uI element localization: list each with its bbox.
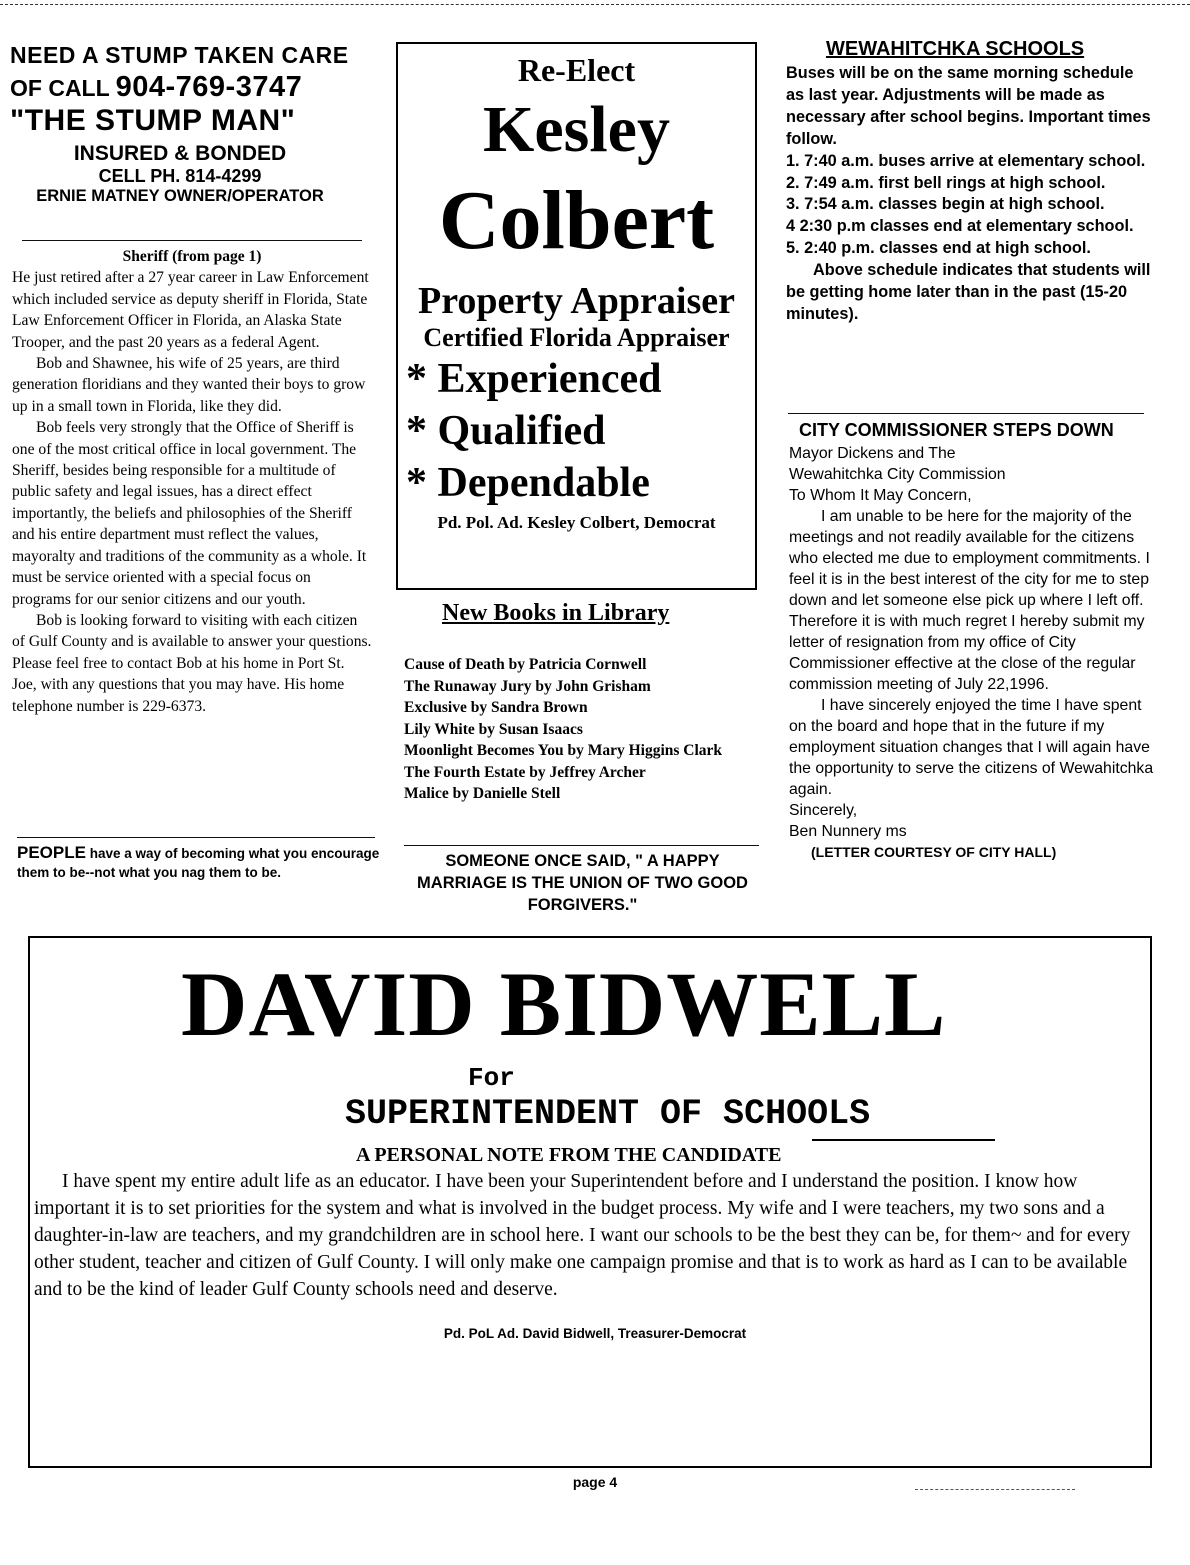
kc-bullet: * Experienced <box>406 356 662 402</box>
kc-last-name: Colbert <box>438 174 715 267</box>
stump-ad-call-prefix: OF CALL <box>10 75 116 101</box>
top-border <box>0 4 1190 5</box>
library-book: The Runaway Jury by John Grisham <box>404 677 651 695</box>
bidwell-note-text <box>34 1168 1142 1303</box>
sheriff-heading: Sheriff (from page 1) <box>122 248 262 265</box>
bidwell-note-paragraph: I have spent my entire adult life as an educator. I have been your Superintendent before and I understand the position. I know how important it is to set priorities for the system and what is involved in the budget process. My wife and I were teachers, my two sons and a daughter-in-law are teachers, and my grandchildren are in school here. I want our schools to be the best they can be, for them~ and for every other student, teacher and citizen of Gulf County. I will only make one campaign promise and that is to work as hard as I can to be available and to be the kind of leader Gulf County schools need and deserve. <box>34 1171 1131 1300</box>
commissioner-title: CITY COMMISSIONER STEPS DOWN <box>799 420 1114 440</box>
kesley-colbert-ad <box>396 42 757 590</box>
schools-note <box>786 260 1156 326</box>
schools-intro: Buses will be on the same morning schedule as last year. Adjustments will be made as necessary after school begins. Important times follow. <box>786 64 1151 148</box>
library-book: Exclusive by Sandra Brown <box>404 699 588 716</box>
stump-ad-name: "THE STUMP MAN" <box>10 104 296 137</box>
kc-paid-notice: Pd. Pol. Ad. Kesley Colbert, Democrat <box>437 513 716 532</box>
kc-office: Property Appraiser <box>418 280 735 322</box>
stump-ad-cell: CELL PH. 814-4299 <box>98 166 262 186</box>
library-book: Lily White by Susan Isaacs <box>404 720 583 738</box>
schools-title: WEWAHITCHKA SCHOOLS <box>826 38 1085 60</box>
sheriff-article <box>12 246 372 717</box>
sheriff-paragraph: Bob is looking forward to visiting with each citizen of Gulf County and is available to answer your questions. Please feel free to contact Bob at his home in Port St. Joe, with any questions that you may have. His home telephone number is 229-6373. <box>12 611 372 715</box>
library-book: Malice by Danielle Stell <box>404 785 561 802</box>
library-book-list <box>404 654 754 805</box>
library-book: The Fourth Estate by Jeffrey Archer <box>404 763 646 781</box>
stump-ad-insured: INSURED & BONDED <box>73 142 287 165</box>
divider <box>404 845 759 846</box>
letter-paragraph: I have sincerely enjoyed the time I have spent on the board and hope that in the future if my employment situation changes that I will again have the opportunity to serve the citizens of Wewahitchka again. <box>789 697 1154 798</box>
scan-mark <box>915 1489 1075 1490</box>
divider <box>17 837 375 838</box>
library-title: New Books in Library <box>442 600 670 626</box>
schools-item: 5. 2:40 p.m. classes end at high school. <box>786 239 1091 258</box>
letter-courtesy: (LETTER COURTESY OF CITY HALL) <box>811 844 1057 860</box>
people-quote-word: PEOPLE <box>17 843 86 862</box>
divider <box>788 413 1144 414</box>
letter-paragraph: I am unable to be here for the majority of the meetings and not readily available for the citizens who elected me due to employment commitments. I feel it is in the best interest of the city for me to step down and let someone else pick up where I left off. Therefore it is with much regret I hereby submit my letter of resignation from my office of City Commissioner effective at the close of the regular commission meeting of July 22,1996. <box>789 508 1150 693</box>
stump-ad-call-line <box>10 71 380 104</box>
letter-salutation: Mayor Dickens and The <box>789 445 956 462</box>
kc-certified: Certified Florida Appraiser <box>423 323 730 352</box>
marriage-quote: SOMEONE ONCE SAID, " A HAPPY MARRIAGE IS THE UNION OF TWO GOOD FORGIVERS." <box>417 852 748 914</box>
stump-ad-headline: NEED A STUMP TAKEN CARE <box>10 42 349 68</box>
bidwell-note-title: A PERSONAL NOTE FROM THE CANDIDATE <box>356 1144 782 1166</box>
schools-item: 1. 7:40 a.m. buses arrive at elementary school. <box>786 151 1146 170</box>
letter-signer: Ben Nunnery ms <box>789 823 907 840</box>
kc-reelect: Re-Elect <box>517 52 636 88</box>
stump-ad-phone: 904-769-3747 <box>115 71 303 103</box>
sheriff-paragraph: He just retired after a 27 year career in Law Enforcement which included service as deputy sheriff in Florida, State Law Enforcement Officer in Florida, an Alaska State Trooper, and the past 20 years as a federal Agent. <box>12 269 369 351</box>
sheriff-paragraph: Bob and Shawnee, his wife of 25 years, are third generation floridians and they wanted their boys to grow up in a small town in Florida, like they did. <box>12 355 366 415</box>
page-number: page 4 <box>572 1474 618 1490</box>
stump-ad-owner: ERNIE MATNEY OWNER/OPERATOR <box>36 187 324 205</box>
people-quote-text: have a way of becoming what you encourage them to be--not what you nag them to be. <box>17 846 380 880</box>
letter-salutation: Wewahitchka City Commission <box>789 466 1006 483</box>
bidwell-office: SUPERINTENDENT OF SCHOOLS <box>345 1094 871 1134</box>
library-book: Moonlight Becomes You by Mary Higgins Clark <box>404 742 723 759</box>
bidwell-paid-notice: Pd. PoL Ad. David Bidwell, Treasurer-Democrat <box>443 1326 747 1341</box>
office-underline <box>812 1139 995 1141</box>
commissioner-letter <box>789 443 1159 863</box>
letter-salutation: To Whom It May Concern, <box>789 487 972 504</box>
bidwell-for: For <box>468 1063 515 1093</box>
bidwell-name: DAVID BIDWELL <box>181 953 947 1055</box>
schools-item: 4 2:30 p.m classes end at elementary school. <box>786 217 1134 236</box>
schools-item: 3. 7:54 a.m. classes begin at high school. <box>786 195 1105 214</box>
schools-note-text: Above schedule indicates that students will be getting home later than in the past (15-20 minutes). <box>786 261 1151 323</box>
library-book: Cause of Death by Patricia Cornwell <box>404 656 647 673</box>
kc-first-name: Kesley <box>483 93 670 166</box>
sheriff-paragraph: Bob feels very strongly that the Office of Sheriff is one of the most critical office in local government. The Sheriff, besides being responsible for a multitude of public safety and legal issues, has a direct effect importantly, the beliefs and philosophies of the Sheriff and his entire department must reflect the values, mayoralty and traditions of the community as a whole. It must be service oriented with a special focus on programs for our senior citizens and our youth. <box>12 419 367 608</box>
schools-article <box>786 63 1156 326</box>
kc-bullet: * Dependable <box>406 460 650 506</box>
kc-bullet: * Qualified <box>406 408 606 454</box>
people-quote <box>17 843 382 882</box>
divider <box>22 240 362 241</box>
schools-item: 2. 7:49 a.m. first bell rings at high school. <box>786 173 1106 192</box>
letter-closing: Sincerely, <box>789 802 858 819</box>
stump-man-ad <box>10 42 380 206</box>
